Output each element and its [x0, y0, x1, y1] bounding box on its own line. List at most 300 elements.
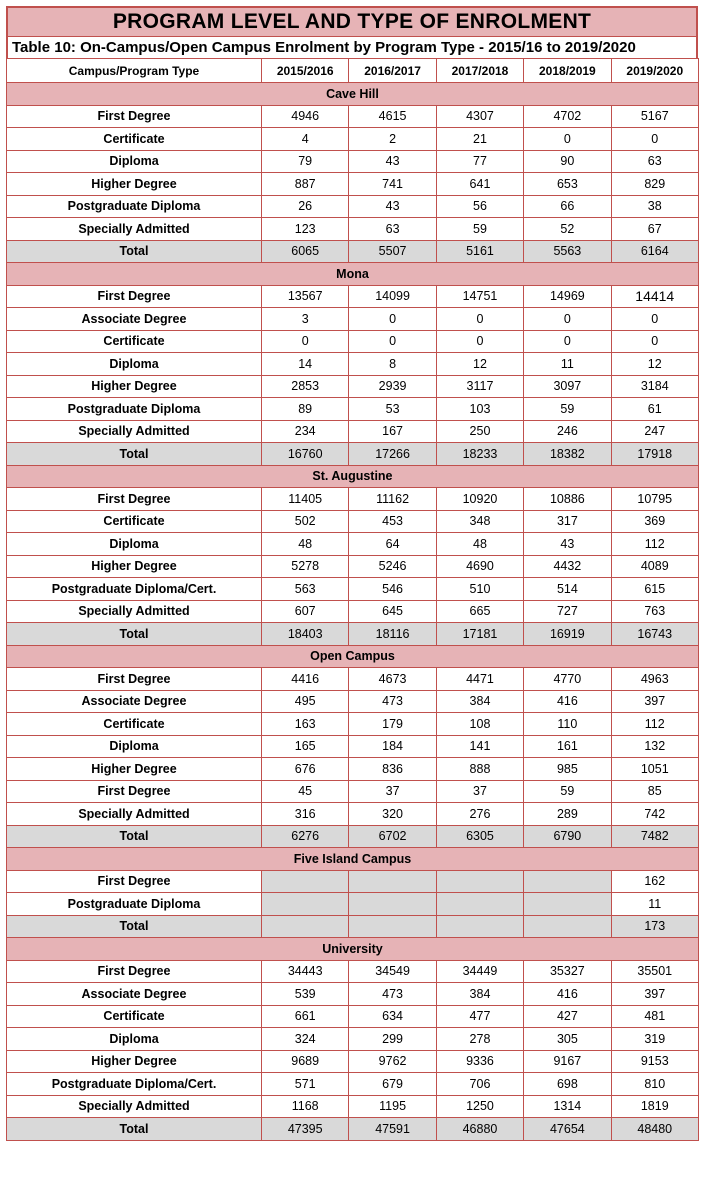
value-cell: 3 — [262, 308, 349, 331]
value-cell: 16760 — [262, 443, 349, 466]
value-cell — [524, 915, 611, 938]
value-cell: 48 — [262, 533, 349, 556]
value-cell: 66 — [524, 195, 611, 218]
table-row — [7, 330, 699, 353]
value-cell: 4770 — [524, 668, 611, 691]
row-label: Associate Degree — [7, 690, 262, 713]
table-row — [7, 173, 699, 196]
value-cell: 888 — [436, 758, 523, 781]
section-title: Open Campus — [7, 645, 699, 668]
row-label: Total — [7, 1118, 262, 1141]
value-cell: 43 — [349, 150, 436, 173]
value-cell: 37 — [436, 780, 523, 803]
value-cell — [436, 893, 523, 916]
value-cell: 5563 — [524, 240, 611, 263]
value-cell: 53 — [349, 398, 436, 421]
value-cell: 56 — [436, 195, 523, 218]
value-cell: 6276 — [262, 825, 349, 848]
table-row — [7, 308, 699, 331]
value-cell: 47654 — [524, 1118, 611, 1141]
value-cell: 5167 — [611, 105, 698, 128]
value-cell: 546 — [349, 578, 436, 601]
value-cell: 59 — [524, 398, 611, 421]
value-cell: 17181 — [436, 623, 523, 646]
value-cell: 14969 — [524, 285, 611, 308]
row-label: Higher Degree — [7, 758, 262, 781]
value-cell: 10886 — [524, 488, 611, 511]
value-cell: 103 — [436, 398, 523, 421]
row-label: Certificate — [7, 128, 262, 151]
table-row — [7, 1005, 699, 1028]
value-cell: 63 — [349, 218, 436, 241]
table-row — [7, 690, 699, 713]
value-cell: 52 — [524, 218, 611, 241]
table-row — [7, 510, 699, 533]
section-header-row — [7, 848, 699, 871]
value-cell: 173 — [611, 915, 698, 938]
value-cell: 0 — [349, 330, 436, 353]
section-header-row — [7, 263, 699, 286]
value-cell: 17918 — [611, 443, 698, 466]
value-cell: 37 — [349, 780, 436, 803]
value-cell: 299 — [349, 1028, 436, 1051]
value-cell: 742 — [611, 803, 698, 826]
value-cell: 90 — [524, 150, 611, 173]
table-row — [7, 555, 699, 578]
value-cell: 59 — [436, 218, 523, 241]
total-row — [7, 825, 699, 848]
value-cell: 141 — [436, 735, 523, 758]
value-cell: 34443 — [262, 960, 349, 983]
value-cell: 2853 — [262, 375, 349, 398]
value-cell: 3117 — [436, 375, 523, 398]
value-cell: 0 — [524, 128, 611, 151]
value-cell: 85 — [611, 780, 698, 803]
value-cell: 2 — [349, 128, 436, 151]
value-cell: 1168 — [262, 1095, 349, 1118]
value-cell: 108 — [436, 713, 523, 736]
row-label: Specially Admitted — [7, 420, 262, 443]
total-row — [7, 240, 699, 263]
value-cell: 4432 — [524, 555, 611, 578]
value-cell: 47395 — [262, 1118, 349, 1141]
value-cell — [349, 870, 436, 893]
value-cell: 64 — [349, 533, 436, 556]
value-cell: 384 — [436, 983, 523, 1006]
value-cell: 5507 — [349, 240, 436, 263]
row-label: First Degree — [7, 285, 262, 308]
value-cell: 416 — [524, 983, 611, 1006]
row-label: Total — [7, 623, 262, 646]
row-label: Higher Degree — [7, 555, 262, 578]
table-row — [7, 285, 699, 308]
value-cell: 1819 — [611, 1095, 698, 1118]
header-cell: 2015/2016 — [262, 59, 349, 83]
value-cell: 0 — [611, 308, 698, 331]
row-label: Higher Degree — [7, 375, 262, 398]
section-header-row — [7, 83, 699, 106]
value-cell: 0 — [611, 330, 698, 353]
value-cell: 4 — [262, 128, 349, 151]
value-cell: 278 — [436, 1028, 523, 1051]
value-cell — [349, 893, 436, 916]
value-cell: 473 — [349, 690, 436, 713]
value-cell: 320 — [349, 803, 436, 826]
value-cell: 123 — [262, 218, 349, 241]
row-label: Postgraduate Diploma — [7, 195, 262, 218]
row-label: Total — [7, 443, 262, 466]
value-cell: 4702 — [524, 105, 611, 128]
value-cell: 473 — [349, 983, 436, 1006]
value-cell — [349, 915, 436, 938]
value-cell: 741 — [349, 173, 436, 196]
value-cell: 6065 — [262, 240, 349, 263]
value-cell: 161 — [524, 735, 611, 758]
table-row — [7, 735, 699, 758]
value-cell: 63 — [611, 150, 698, 173]
table-row — [7, 870, 699, 893]
value-cell: 3184 — [611, 375, 698, 398]
table-row — [7, 893, 699, 916]
value-cell: 397 — [611, 983, 698, 1006]
value-cell: 6305 — [436, 825, 523, 848]
value-cell: 89 — [262, 398, 349, 421]
value-cell: 18233 — [436, 443, 523, 466]
value-cell: 5246 — [349, 555, 436, 578]
value-cell: 67 — [611, 218, 698, 241]
table-row — [7, 150, 699, 173]
row-label: Postgraduate Diploma/Cert. — [7, 578, 262, 601]
value-cell: 47591 — [349, 1118, 436, 1141]
value-cell: 11 — [524, 353, 611, 376]
value-cell: 4615 — [349, 105, 436, 128]
row-label: Diploma — [7, 735, 262, 758]
row-label: Higher Degree — [7, 1050, 262, 1073]
section-header-row — [7, 465, 699, 488]
value-cell: 14 — [262, 353, 349, 376]
header-row — [7, 59, 699, 83]
value-cell: 132 — [611, 735, 698, 758]
value-cell: 1051 — [611, 758, 698, 781]
value-cell: 10795 — [611, 488, 698, 511]
row-label: Certificate — [7, 510, 262, 533]
value-cell: 477 — [436, 1005, 523, 1028]
value-cell: 453 — [349, 510, 436, 533]
value-cell — [436, 915, 523, 938]
value-cell: 16743 — [611, 623, 698, 646]
table-row — [7, 105, 699, 128]
value-cell: 12 — [436, 353, 523, 376]
section-title: St. Augustine — [7, 465, 699, 488]
value-cell: 665 — [436, 600, 523, 623]
table-row — [7, 600, 699, 623]
value-cell: 634 — [349, 1005, 436, 1028]
value-cell: 0 — [436, 308, 523, 331]
value-cell: 727 — [524, 600, 611, 623]
value-cell: 34549 — [349, 960, 436, 983]
value-cell: 14099 — [349, 285, 436, 308]
value-cell: 38 — [611, 195, 698, 218]
value-cell: 43 — [349, 195, 436, 218]
table-row — [7, 375, 699, 398]
value-cell: 1195 — [349, 1095, 436, 1118]
value-cell: 5161 — [436, 240, 523, 263]
value-cell: 6702 — [349, 825, 436, 848]
row-label: Diploma — [7, 353, 262, 376]
table-body — [7, 59, 699, 1141]
value-cell: 676 — [262, 758, 349, 781]
value-cell: 810 — [611, 1073, 698, 1096]
value-cell: 4416 — [262, 668, 349, 691]
row-label: Diploma — [7, 1028, 262, 1051]
value-cell: 9762 — [349, 1050, 436, 1073]
value-cell: 6790 — [524, 825, 611, 848]
table-row — [7, 1028, 699, 1051]
value-cell: 645 — [349, 600, 436, 623]
value-cell: 163 — [262, 713, 349, 736]
value-cell: 0 — [349, 308, 436, 331]
value-cell: 184 — [349, 735, 436, 758]
value-cell: 7482 — [611, 825, 698, 848]
value-cell: 26 — [262, 195, 349, 218]
value-cell: 514 — [524, 578, 611, 601]
section-title: Mona — [7, 263, 699, 286]
row-label: Associate Degree — [7, 308, 262, 331]
value-cell: 985 — [524, 758, 611, 781]
value-cell: 18403 — [262, 623, 349, 646]
value-cell: 48480 — [611, 1118, 698, 1141]
table-row — [7, 1050, 699, 1073]
value-cell: 18116 — [349, 623, 436, 646]
row-label: First Degree — [7, 668, 262, 691]
value-cell: 61 — [611, 398, 698, 421]
value-cell: 9167 — [524, 1050, 611, 1073]
value-cell: 4471 — [436, 668, 523, 691]
value-cell: 21 — [436, 128, 523, 151]
value-cell: 112 — [611, 533, 698, 556]
value-cell: 4307 — [436, 105, 523, 128]
value-cell — [262, 915, 349, 938]
value-cell: 4946 — [262, 105, 349, 128]
value-cell: 45 — [262, 780, 349, 803]
section-title: Five Island Campus — [7, 848, 699, 871]
total-row — [7, 1118, 699, 1141]
value-cell: 110 — [524, 713, 611, 736]
value-cell: 9153 — [611, 1050, 698, 1073]
value-cell: 698 — [524, 1073, 611, 1096]
row-label: Specially Admitted — [7, 600, 262, 623]
section-title: Cave Hill — [7, 83, 699, 106]
value-cell: 4963 — [611, 668, 698, 691]
header-cell: 2017/2018 — [436, 59, 523, 83]
value-cell: 495 — [262, 690, 349, 713]
value-cell: 539 — [262, 983, 349, 1006]
value-cell: 384 — [436, 690, 523, 713]
table-row — [7, 983, 699, 1006]
row-label: First Degree — [7, 780, 262, 803]
enrolment-table — [6, 58, 699, 1141]
value-cell: 615 — [611, 578, 698, 601]
value-cell: 316 — [262, 803, 349, 826]
table-row — [7, 488, 699, 511]
value-cell: 35327 — [524, 960, 611, 983]
row-label: Total — [7, 825, 262, 848]
row-label: First Degree — [7, 488, 262, 511]
value-cell — [262, 893, 349, 916]
value-cell — [524, 870, 611, 893]
value-cell: 112 — [611, 713, 698, 736]
table-row — [7, 218, 699, 241]
value-cell: 77 — [436, 150, 523, 173]
value-cell: 348 — [436, 510, 523, 533]
table-row — [7, 420, 699, 443]
enrolment-document — [6, 6, 698, 1141]
value-cell: 6164 — [611, 240, 698, 263]
row-label: Certificate — [7, 713, 262, 736]
value-cell: 319 — [611, 1028, 698, 1051]
value-cell: 510 — [436, 578, 523, 601]
value-cell: 79 — [262, 150, 349, 173]
value-cell: 17266 — [349, 443, 436, 466]
table-row — [7, 803, 699, 826]
value-cell: 289 — [524, 803, 611, 826]
row-label: Diploma — [7, 533, 262, 556]
value-cell: 427 — [524, 1005, 611, 1028]
section-header-row — [7, 645, 699, 668]
total-row — [7, 915, 699, 938]
table-row — [7, 1095, 699, 1118]
total-row — [7, 623, 699, 646]
value-cell: 4690 — [436, 555, 523, 578]
row-label: First Degree — [7, 960, 262, 983]
header-cell: 2016/2017 — [349, 59, 436, 83]
value-cell: 3097 — [524, 375, 611, 398]
value-cell: 706 — [436, 1073, 523, 1096]
row-label: Certificate — [7, 1005, 262, 1028]
value-cell: 34449 — [436, 960, 523, 983]
value-cell: 5278 — [262, 555, 349, 578]
table-row — [7, 960, 699, 983]
value-cell: 276 — [436, 803, 523, 826]
value-cell: 48 — [436, 533, 523, 556]
value-cell: 324 — [262, 1028, 349, 1051]
value-cell: 607 — [262, 600, 349, 623]
row-label: First Degree — [7, 105, 262, 128]
table-row — [7, 1073, 699, 1096]
value-cell: 641 — [436, 173, 523, 196]
value-cell — [262, 870, 349, 893]
value-cell: 8 — [349, 353, 436, 376]
value-cell — [524, 893, 611, 916]
value-cell: 246 — [524, 420, 611, 443]
value-cell: 43 — [524, 533, 611, 556]
table-row — [7, 533, 699, 556]
value-cell: 305 — [524, 1028, 611, 1051]
value-cell: 0 — [524, 330, 611, 353]
value-cell: 162 — [611, 870, 698, 893]
value-cell: 661 — [262, 1005, 349, 1028]
row-label: Specially Admitted — [7, 803, 262, 826]
value-cell: 0 — [611, 128, 698, 151]
value-cell: 369 — [611, 510, 698, 533]
value-cell: 887 — [262, 173, 349, 196]
value-cell: 1250 — [436, 1095, 523, 1118]
value-cell: 563 — [262, 578, 349, 601]
value-cell: 35501 — [611, 960, 698, 983]
row-label: Postgraduate Diploma — [7, 398, 262, 421]
table-row — [7, 713, 699, 736]
table-row — [7, 398, 699, 421]
value-cell: 317 — [524, 510, 611, 533]
value-cell: 16919 — [524, 623, 611, 646]
row-label: First Degree — [7, 870, 262, 893]
row-label: Certificate — [7, 330, 262, 353]
row-label: Associate Degree — [7, 983, 262, 1006]
table-row — [7, 128, 699, 151]
value-cell: 836 — [349, 758, 436, 781]
table-row — [7, 578, 699, 601]
section-header-row — [7, 938, 699, 961]
header-cell: 2019/2020 — [611, 59, 698, 83]
value-cell: 0 — [436, 330, 523, 353]
value-cell: 397 — [611, 690, 698, 713]
value-cell: 679 — [349, 1073, 436, 1096]
value-cell: 247 — [611, 420, 698, 443]
table-caption: Table 10: On-Campus/Open Campus Enrolment by Program Type - 2015/16 to 2019/2020 — [6, 37, 698, 58]
value-cell: 829 — [611, 173, 698, 196]
row-label: Postgraduate Diploma — [7, 893, 262, 916]
value-cell: 179 — [349, 713, 436, 736]
value-cell: 13567 — [262, 285, 349, 308]
value-cell: 10920 — [436, 488, 523, 511]
row-label: Postgraduate Diploma/Cert. — [7, 1073, 262, 1096]
value-cell: 14414 — [611, 285, 698, 308]
value-cell: 502 — [262, 510, 349, 533]
row-label: Higher Degree — [7, 173, 262, 196]
value-cell: 11405 — [262, 488, 349, 511]
row-label: Specially Admitted — [7, 1095, 262, 1118]
value-cell: 12 — [611, 353, 698, 376]
header-cell: Campus/Program Type — [7, 59, 262, 83]
value-cell: 11 — [611, 893, 698, 916]
value-cell: 4089 — [611, 555, 698, 578]
total-row — [7, 443, 699, 466]
value-cell: 234 — [262, 420, 349, 443]
table-row — [7, 758, 699, 781]
table-row — [7, 780, 699, 803]
table-row — [7, 353, 699, 376]
value-cell: 9689 — [262, 1050, 349, 1073]
row-label: Total — [7, 915, 262, 938]
value-cell: 1314 — [524, 1095, 611, 1118]
row-label: Total — [7, 240, 262, 263]
value-cell: 9336 — [436, 1050, 523, 1073]
value-cell: 46880 — [436, 1118, 523, 1141]
value-cell — [436, 870, 523, 893]
value-cell: 653 — [524, 173, 611, 196]
value-cell: 4673 — [349, 668, 436, 691]
value-cell: 59 — [524, 780, 611, 803]
value-cell: 481 — [611, 1005, 698, 1028]
value-cell: 165 — [262, 735, 349, 758]
value-cell: 11162 — [349, 488, 436, 511]
value-cell: 167 — [349, 420, 436, 443]
page-title: PROGRAM LEVEL AND TYPE OF ENROLMENT — [6, 6, 698, 37]
value-cell: 2939 — [349, 375, 436, 398]
header-cell: 2018/2019 — [524, 59, 611, 83]
row-label: Diploma — [7, 150, 262, 173]
value-cell: 250 — [436, 420, 523, 443]
